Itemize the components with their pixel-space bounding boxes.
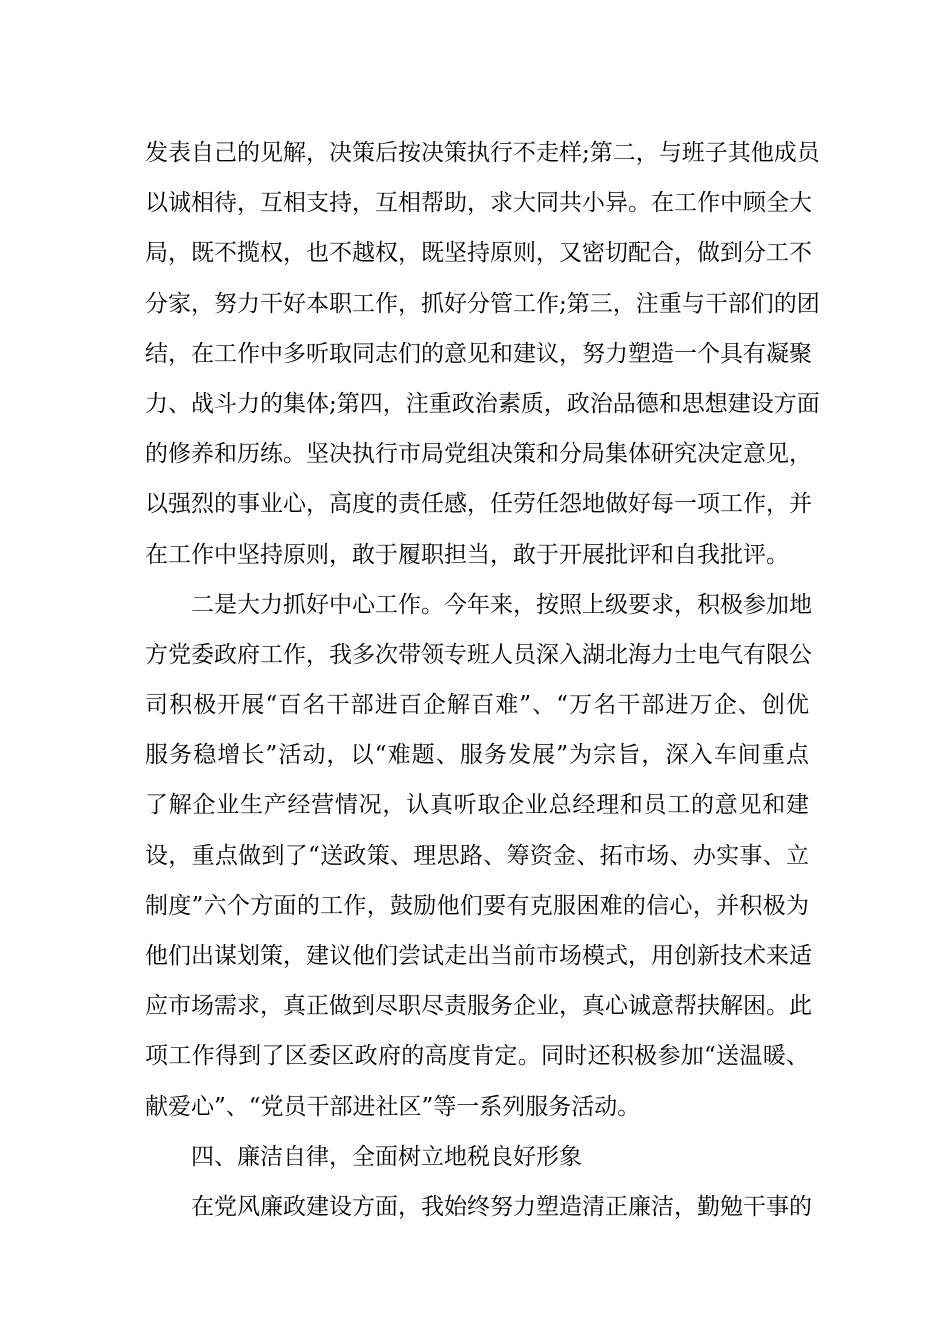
text-line: 以诚相待，互相支持，互相帮助，求大同共小异。在工作中顾全大 [145, 190, 812, 217]
section-heading: 四、廉洁自律，全面树立地税良好形象 [191, 1143, 582, 1170]
text-line: 了解企业生产经营情况，认真听取企业总经理和员工的意见和建 [145, 792, 809, 819]
paragraph-end-line: 献爱心”、“党员干部进社区”等一系列服务活动。 [145, 1093, 641, 1120]
text-line: 的修养和历练。坚决执行市局党组决策和分局集体研究决定意见， [145, 441, 812, 468]
text-line: 服务稳增长”活动，以“难题、服务发展”为宗旨，深入车间重点 [145, 742, 809, 769]
text-line: 局，既不揽权，也不越权，既坚持原则，又密切配合，做到分工不 [145, 240, 812, 267]
text-line: 方党委政府工作，我多次带领专班人员深入湖北海力士电气有限公 [145, 641, 812, 668]
text-line: 结，在工作中多听取同志们的意见和建议，努力塑造一个具有凝聚 [145, 340, 812, 367]
text-line: 力、战斗力的集体;第四，注重政治素质，政治品德和思想建设方面 [145, 390, 820, 417]
text-line: 司积极开展“百名干部进百企解百难”、“万名干部进万企、创优 [145, 692, 809, 719]
text-line: 分家，努力干好本职工作，抓好分管工作;第三，注重与干部们的团 [145, 290, 820, 317]
text-line: 发表自己的见解，决策后按决策执行不走样;第二，与班子其他成员 [145, 140, 820, 166]
text-line: 制度”六个方面的工作，鼓励他们要有克服困难的信心，并积极为 [145, 892, 809, 919]
text-line: 应市场需求，真正做到尽职尽责服务企业，真心诚意帮扶解困。此 [145, 993, 812, 1020]
text-line: 以强烈的事业心，高度的责任感，任劳任怨地做好每一项工作，并 [145, 491, 812, 518]
body-text [145, 128, 820, 1232]
text-line: 他们出谋划策，建议他们尝试走出当前市场模式，用创新技术来适 [145, 943, 812, 969]
text-line: 设，重点做到了“送政策、理思路、筹资金、拓市场、办实事、立 [145, 842, 809, 869]
text-line: 项工作得到了区委区政府的高度肯定。同时还积极参加“送温暖、 [145, 1043, 809, 1070]
paragraph-end-line: 在工作中坚持原则，敢于履职担当，敢于开展批评和自我批评。 [145, 541, 789, 568]
paragraph-start-line: 二是大力抓好中心工作。今年来，按照上级要求，积极参加地 [191, 591, 812, 618]
paragraph-start-line: 在党风廉政建设方面，我始终努力塑造清正廉洁，勤勉干事的 [191, 1193, 812, 1220]
